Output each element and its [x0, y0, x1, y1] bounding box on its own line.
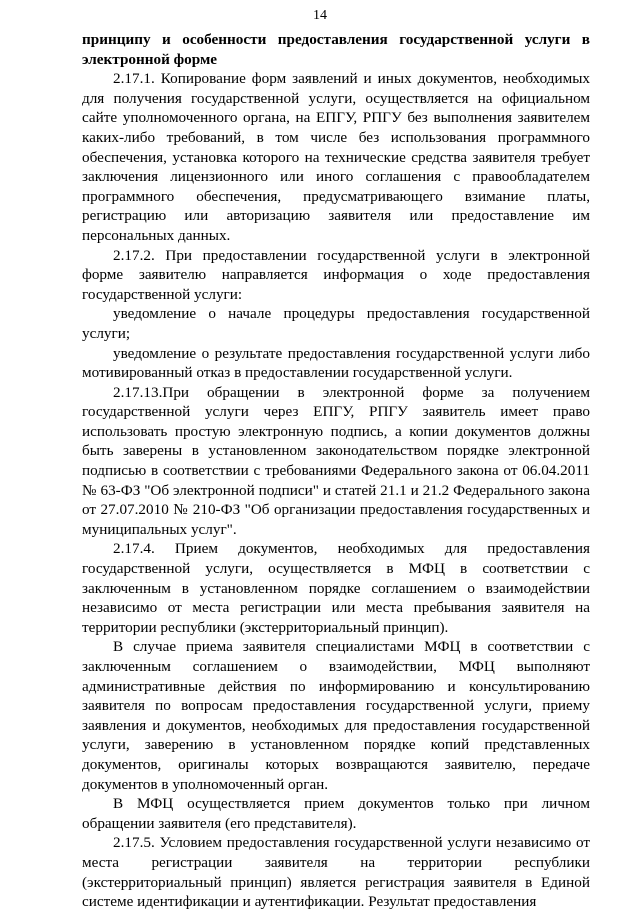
paragraph-2-17-4: 2.17.4. Прием документов, необходимых для предоставления государственной услуги, осуществляется в МФЦ в соответствии с заключенным в установленном порядке соглашением о взаимодействии независимо от места регистрации или места пребывания заявителя на территории республики (экстерриториальный принцип).: [82, 540, 590, 636]
paragraph-mfc-personal: В МФЦ осуществляется прием документов только при личном обращении заявителя (его представителя).: [82, 795, 590, 832]
paragraph-mfc-reception: В случае приема заявителя специалистами МФЦ в соответствии с заключенным соглашением о взаимодействии, МФЦ выполняют административные действия по информированию и консультированию заявителя по вопросам предоставления государственной услуги, приему заявления и документов, необходимых для предоставления государственной услуги, заверению в установленном порядке копий представленных документов, оригиналы которых возвращаются заявителю, передаче документов в уполномоченный орган.: [82, 638, 590, 793]
paragraph-2-17-2: 2.17.2. При предоставлении государственной услуги в электронной форме заявителю направляется информация о ходе предоставления государственной услуги:: [82, 246, 590, 303]
list-item-start-notice: уведомление о начале процедуры предоставления государственной услуги;: [82, 305, 590, 342]
document-body: [82, 30, 590, 912]
section-heading-continuation: принципу и особенности предоставления государственной услуги в электронной форме: [82, 31, 590, 68]
paragraph-2-17-1: 2.17.1. Копирование форм заявлений и иных документов, необходимых для получения государственной услуги, осуществляется на официальном сайте уполномоченного органа, на ЕПГУ, РПГУ без выполнения заявителем каких-либо требований, в том числе без использования программного обеспечения, установка которого на технические средства заявителя требует заключения лицензионного или иного соглашения с правообладателем программного обеспечения, предусматривающего взимание платы, регистрацию или авторизацию заявителя или предоставление им персональных данных.: [82, 70, 590, 244]
paragraph-2-17-5: 2.17.5. Условием предоставления государственной услуги независимо от места регистрации заявителя на территории республики (экстерриториальный принцип) является регистрация заявителя в Единой системе идентификации и аутентификации. Результат предоставления: [82, 834, 590, 911]
page-number: 14: [313, 8, 327, 23]
paragraph-2-17-13: 2.17.13.При обращении в электронной форме за получением государственной услуги через ЕПГУ, РПГУ заявитель имеет право использовать простую электронную подпись, а копии документов должны быть заверены в установленном законодательством порядке электронной подписью в соответствии с требованиями Федерального закона от 06.04.2011 № 63-ФЗ "Об электронной подписи" и статей 21.1 и 21.2 Федерального закона от 27.07.2010 № 210-ФЗ "Об организации предоставления государственных и муниципальных услуг".: [82, 383, 590, 538]
list-item-result-notice: уведомление о результате предоставления государственной услуги либо мотивированный отказ в предоставлении государственной услуги.: [82, 344, 590, 382]
